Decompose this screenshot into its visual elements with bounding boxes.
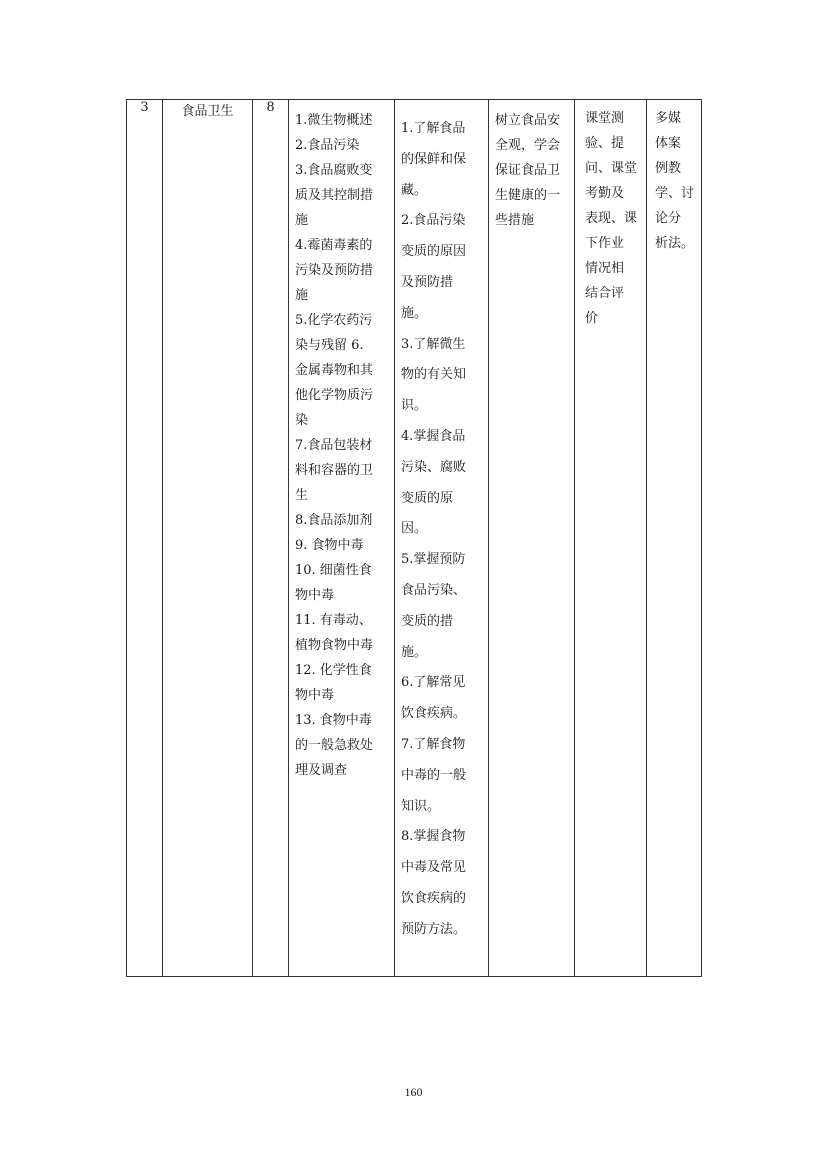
hours-cell [253, 100, 289, 977]
text-line: 多媒 [655, 111, 682, 126]
text-line: 识。 [401, 398, 428, 414]
text-line: 体案 [655, 136, 682, 151]
text-line: 例教 [655, 161, 682, 176]
unit-name-cell [163, 100, 253, 977]
text-line: 价 [585, 311, 599, 326]
text-line: 金属毒物和其 [295, 363, 374, 378]
text-line: 考勤及 [585, 186, 625, 201]
text-line: 析法。 [655, 236, 695, 251]
text-line: 3.了解微生 [401, 336, 466, 352]
text-line: 结合评 [585, 286, 625, 301]
text-line: 4.霉菌毒素的 [295, 238, 373, 253]
text-line: 他化学物质污 [295, 388, 374, 403]
text-line: 生 [295, 488, 309, 503]
text-line: 9. 食物中毒 [295, 538, 364, 553]
ideological-goals [489, 100, 574, 233]
text-line: 变质的措 [401, 613, 454, 629]
text-line: 8.食品添加剂 [295, 513, 373, 528]
text-line: 及预防措 [401, 274, 454, 290]
text-line: 的一般急救处 [295, 738, 374, 753]
assessment-method [575, 100, 646, 331]
text-line: 质及其控制措 [295, 188, 374, 203]
course-syllabus-table [126, 99, 702, 977]
text-line: 7.食品包装材 [295, 438, 373, 453]
text-line: 施。 [401, 644, 428, 660]
teaching-content [289, 100, 394, 783]
text-line: 中毒及常见 [401, 860, 467, 876]
text-line: 物的有关知 [401, 367, 467, 383]
text-line: 物中毒 [295, 588, 335, 603]
text-line: 10. 细菌性食 [295, 563, 372, 578]
text-line: 知识。 [401, 798, 441, 814]
text-line: 12. 化学性食 [295, 663, 372, 678]
text-line: 11. 有毒动、 [295, 613, 372, 628]
text-line: 食品污染、 [401, 582, 467, 598]
text-line: 6.了解常见 [401, 675, 466, 691]
text-line: 5.掌握预防 [401, 552, 466, 568]
page-number: 160 [404, 1085, 423, 1099]
text-line: 树立食品安 [495, 113, 561, 128]
text-line: 变质的原因 [401, 244, 467, 260]
unit-name: 食品卫生 [181, 104, 234, 119]
text-line: 下作业 [585, 236, 625, 251]
text-line: 因。 [401, 521, 428, 537]
values-cell [489, 100, 575, 977]
unit-number: 3 [140, 100, 149, 115]
text-line: 污染、腐败 [401, 459, 467, 475]
text-line: 的保鲜和保 [401, 151, 467, 167]
text-line: 1.微生物概述 [295, 113, 373, 128]
text-line: 些措施 [495, 213, 535, 228]
teaching-methods [647, 100, 701, 256]
text-line: 施。 [401, 305, 428, 321]
text-line: 2.食品污染 [401, 213, 466, 229]
text-line: 4.掌握食品 [401, 428, 466, 444]
content-cell [289, 100, 395, 977]
goals-cell [395, 100, 489, 977]
text-line: 论分 [655, 211, 682, 226]
table-row [127, 100, 702, 977]
text-line: 施 [295, 213, 309, 228]
unit-hours: 8 [266, 100, 275, 115]
text-line: 表现、课 [585, 211, 638, 226]
text-line: 料和容器的卫 [295, 463, 374, 478]
text-line: 情况相 [585, 261, 625, 276]
text-line: 染与残留 6. [295, 338, 364, 353]
text-line: 课堂测 [585, 111, 625, 126]
text-line: 饮食疾病。 [401, 706, 467, 722]
text-line: 变质的原 [401, 490, 454, 506]
text-line: 中毒的一般 [401, 767, 467, 783]
text-line: 验、提 [585, 136, 625, 151]
text-line: 保证食品卫 [495, 163, 561, 178]
text-line: 3.食品腐败变 [295, 163, 373, 178]
text-line: 5.化学农药污 [295, 313, 373, 328]
text-line: 物中毒 [295, 688, 335, 703]
text-line: 生健康的一 [495, 188, 561, 203]
text-line: 污染及预防措 [295, 263, 374, 278]
text-line: 13. 食物中毒 [295, 713, 372, 728]
unit-number-cell [127, 100, 163, 977]
text-line: 2.食品污染 [295, 138, 360, 153]
text-line: 1.了解食品 [401, 121, 466, 136]
text-line: 染 [295, 413, 309, 428]
methods-cell [647, 100, 702, 977]
text-line: 8.掌握食物 [401, 829, 466, 845]
text-line: 预防方法。 [401, 921, 467, 937]
text-line: 植物食物中毒 [295, 638, 374, 653]
text-line: 学、讨 [655, 186, 695, 201]
text-line: 藏。 [401, 182, 428, 198]
teaching-goals [395, 100, 488, 946]
assessment-cell [575, 100, 647, 977]
text-line: 饮食疾病的 [401, 890, 467, 906]
text-line: 施 [295, 288, 309, 303]
text-line: 7.了解食物 [401, 736, 466, 752]
text-line: 全观，学会 [495, 138, 561, 153]
text-line: 问、课堂 [585, 161, 638, 176]
text-line: 理及调查 [295, 763, 348, 778]
